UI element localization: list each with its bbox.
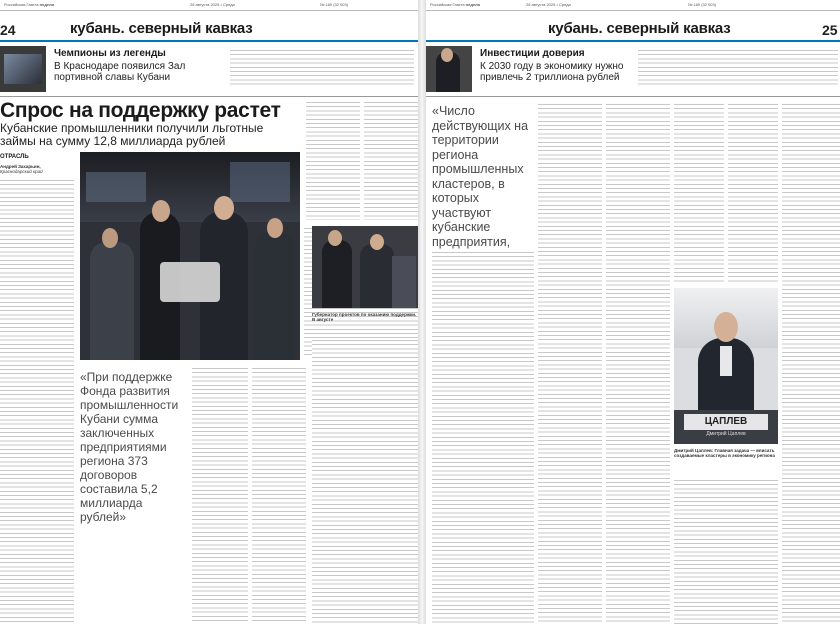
right-teaser-body (638, 48, 838, 88)
left-page (0, 0, 418, 624)
left-date: 28 августа 2025 • Среда (190, 2, 235, 7)
left-col-1 (0, 178, 74, 624)
right-date: 28 августа 2025 • Среда (526, 2, 571, 7)
right-section-rule (426, 40, 840, 42)
left-masthead: Российская Газета неделя (4, 2, 54, 7)
teaser-photo-right (426, 46, 472, 92)
left-page-number: 24 (0, 22, 16, 38)
right-teaser-rule (426, 96, 840, 97)
left-article-subhead: Кубанские промышленники получили льготные займы на сумму 12,8 миллиарда рублей (0, 121, 264, 148)
right-portrait-photo (674, 288, 778, 444)
left-rubric: ОТРАСЛЬ (0, 154, 29, 160)
left-col-top-a (306, 100, 360, 220)
right-page (426, 0, 840, 624)
left-teaser-kicker: Чемпионы из легенды (54, 48, 166, 59)
right-masthead: Российская Газета неделя (430, 2, 480, 7)
left-issue: № 189 (32 003) (320, 2, 349, 7)
right-issue: № 189 (32 003) (688, 2, 717, 7)
right-pull-quote: «Число действующих на территории региона промышленных кластеров, в которых участвуют кубанские предприятия, (432, 104, 529, 249)
left-main-photo (80, 152, 300, 360)
left-small-photo (312, 226, 418, 308)
left-photo-caption: Губернатор проектов по оказанию поддержки. В августе (312, 312, 417, 322)
right-top-rule (426, 10, 840, 11)
right-teaser-kicker: Инвестиции доверия (480, 48, 585, 59)
right-name-plate-sub: Дмитрий Цаплев (706, 431, 746, 437)
right-teaser (480, 48, 632, 83)
right-section-title: кубань. северный кавказ (548, 20, 731, 37)
left-section-rule (0, 40, 418, 42)
left-col-2 (192, 366, 248, 624)
left-section-title: кубань. северный кавказ (70, 20, 253, 37)
left-top-rule (0, 10, 418, 11)
teaser-photo-left (0, 46, 46, 92)
left-col-top-b (364, 100, 418, 220)
left-author: Андрей Захарьин, Краснодарский край (0, 164, 43, 174)
right-photo-caption: Дмитрий Цаплев: Главная задача — вписать создаваемые кластеры в экономику региона (674, 448, 775, 458)
page-gutter (418, 0, 426, 624)
right-col-0 (432, 250, 534, 624)
right-name-plate: ЦАПЛЕВ (684, 414, 768, 430)
right-col-1 (538, 102, 602, 624)
left-article-headline: Спрос на поддержку растет (0, 99, 281, 122)
right-teaser-headline: К 2030 году в экономику нужно привлечь 2 триллиона рублей (480, 61, 624, 83)
left-col-3 (252, 366, 306, 624)
right-col-2 (606, 102, 670, 624)
left-pull-quote: «При поддержке Фонда развития промышленности Кубани сумма заключенных предприятиями региона 373 договоров составила 5,2 миллиарда рублей» (80, 370, 179, 524)
right-page-number: 25 (822, 22, 838, 38)
right-col-3c (674, 478, 778, 624)
left-teaser-rule (0, 96, 418, 97)
right-col-3a (674, 102, 724, 282)
left-teaser (54, 48, 214, 83)
right-col-3b (728, 102, 778, 282)
right-col-4 (782, 102, 840, 624)
left-col-4 (312, 338, 418, 624)
left-teaser-body (230, 48, 414, 88)
left-teaser-headline: В Краснодаре появился Зал портивной славы Кубани (54, 61, 186, 83)
